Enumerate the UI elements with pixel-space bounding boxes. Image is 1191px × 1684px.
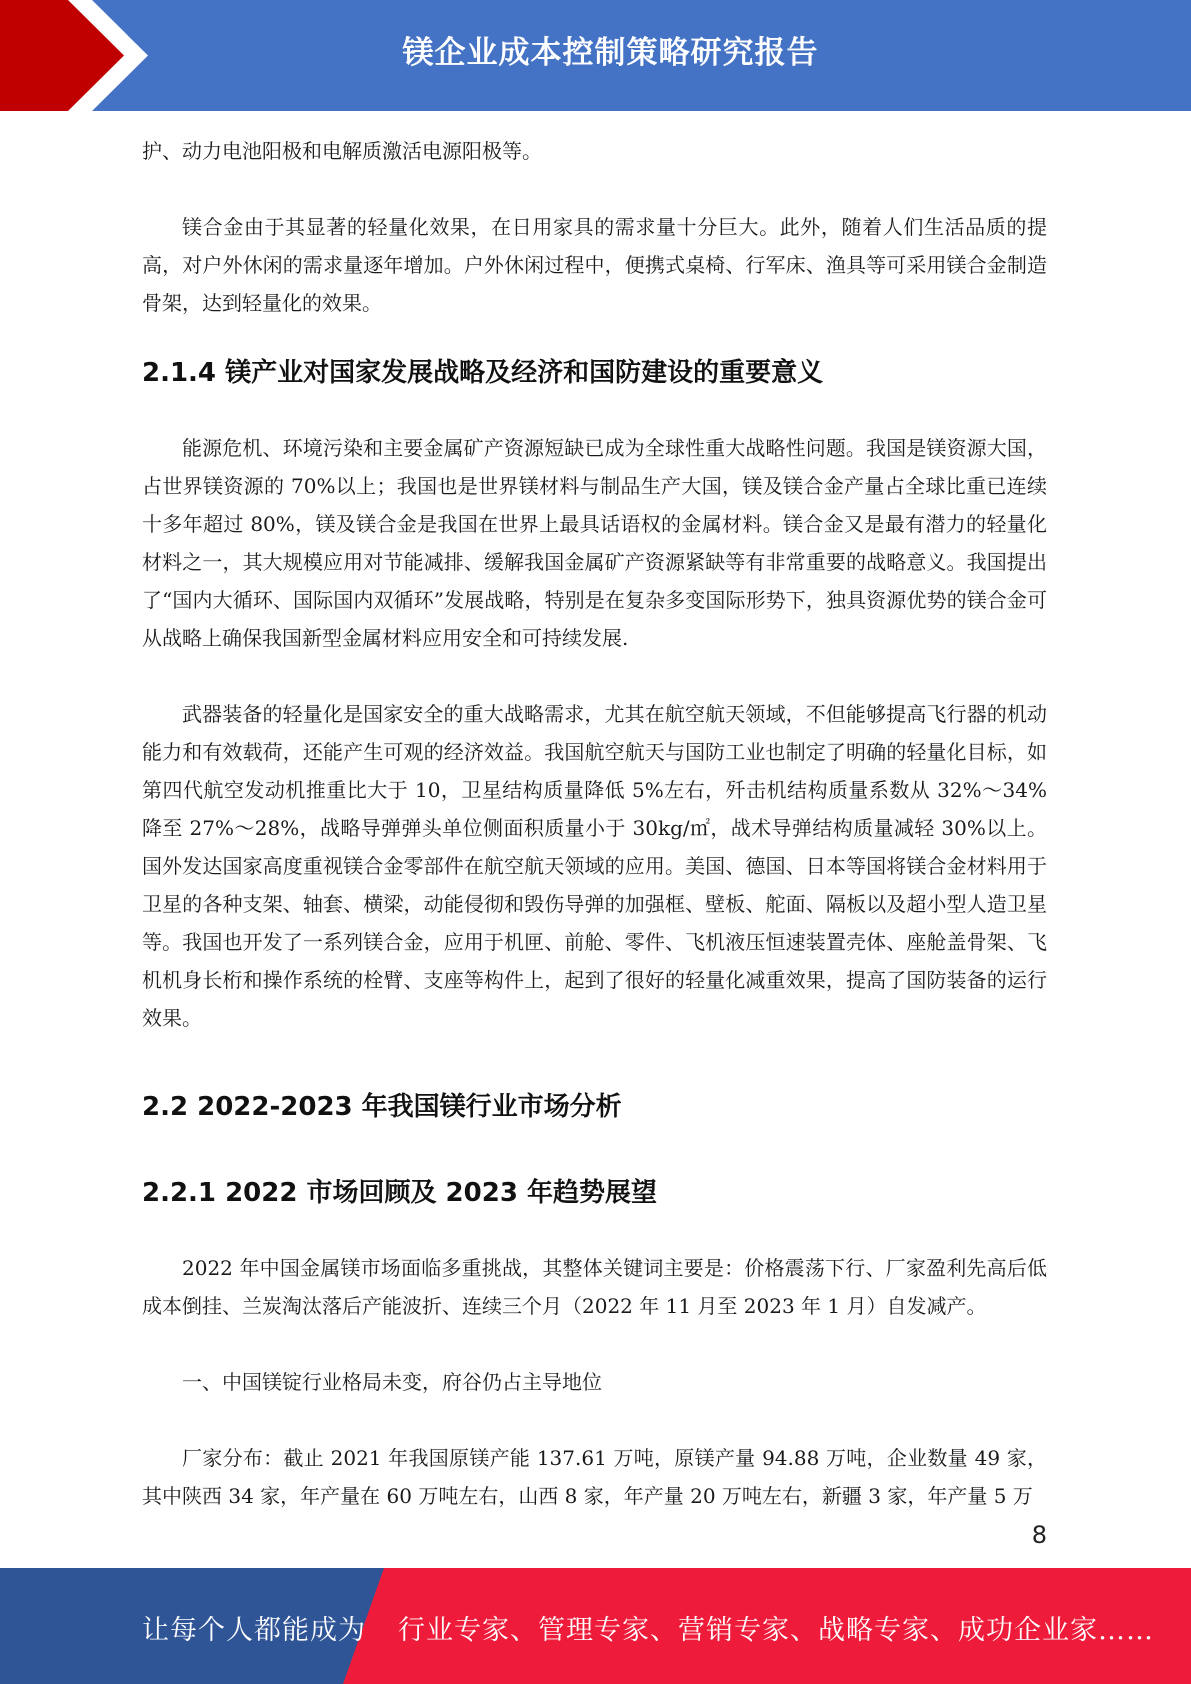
paragraph: 能源危机、环境污染和主要金属矿产资源短缺已成为全球性重大战略性问题。我国是镁资源大国，占世界镁资源的 70%以上；我国也是世界镁材料与制品生产大国，镁及镁合金产量占全球比重已连续十多年超过 80%，镁及镁合金是我国在世界上最具话语权的金属材料。镁合金又是最有潜力的轻量化材料之一，其大规模应用对节能减排、缓解我国金属矿产资源紧缺等有非常重要的战略意义。我国提出了“国内大循环、国际国内双循环”发展战略，特别是在复杂多变国际形势下，独具资源优势的镁合金可从战略上确保我国新型金属材料应用安全和可持续发展. — [142, 436, 1047, 650]
paragraph: 厂家分布：截止 2021 年我国原镁产能 137.61 万吨，原镁产量 94.88 万吨，企业数量 49 家，其中陕西 34 家，年产量在 60 万吨左右，山西 8 家，年产量 20 万吨左右，新疆 3 家，年产量 5 万 — [142, 1446, 1047, 1508]
footer-slogan-right: 行业专家、管理专家、营销专家、战略专家、成功企业家…… — [398, 1615, 1154, 1646]
section-heading: 2.1.4 镁产业对国家发展战略及经济和国防建设的重要意义 — [142, 358, 824, 388]
paragraph: 镁合金由于其显著的轻量化效果，在日用家具的需求量十分巨大。此外，随着人们生活品质的提高，对户外休闲的需求量逐年增加。户外休闲过程中，便携式桌椅、行军床、渔具等可采用镁合金制造骨架，达到轻量化的效果。 — [142, 215, 1047, 315]
section-heading: 2.2.1 2022 市场回顾及 2023 年趋势展望 — [142, 1178, 657, 1208]
paragraph: 2022 年中国金属镁市场面临多重挑战，其整体关键词主要是：价格震荡下行、厂家盈利先高后低成本倒挂、兰炭淘汰落后产能波折、连续三个月（2022 年 11 月至 2023 年 1 月）自发减产。 — [142, 1256, 1047, 1318]
section-heading: 2.2 2022-2023 年我国镁行业市场分析 — [142, 1092, 622, 1122]
footer-slogan-left: 让每个人都能成为 — [142, 1615, 366, 1646]
page-number: 8 — [1031, 1521, 1047, 1549]
page-header — [0, 0, 1191, 111]
paragraph: 武器装备的轻量化是国家安全的重大战略需求，尤其在航空航天领域，不但能够提高飞行器的机动能力和有效载荷，还能产生可观的经济效益。我国航空航天与国防工业也制定了明确的轻量化目标，如第四代航空发动机推重比大于 10，卫星结构质量降低 5%左右，歼击机结构质量系数从 32%～34% 降至 27%～28%，战略导弹弹头单位侧面积质量小于 30kg/㎡，战术导弹结构质量减轻 30%以上。国外发达国家高度重视镁合金零部件在航空航天领域的应用。美国、德国、日本等国将镁合金材料用于卫星的各种支架、轴套、横梁，动能侵彻和毁伤导弹的加强框、壁板、舵面、隔板以及超小型人造卫星等。我国也开发了一系列镁合金，应用于机匣、前舱、零件、飞机液压恒速装置壳体、座舱盖骨架、飞机机身长桁和操作系统的栓臂、支座等构件上，起到了很好的轻量化减重效果，提高了国防装备的运行效果。 — [142, 702, 1047, 1030]
paragraph: 一、中国镁锭行业格局未变，府谷仍占主导地位 — [182, 1370, 602, 1394]
report-title: 镁企业成本控制策略研究报告 — [402, 35, 819, 71]
document-body — [142, 132, 1047, 1515]
paragraph: 护、动力电池阳极和电解质激活电源阳极等。 — [142, 139, 542, 163]
page-footer — [0, 1568, 1191, 1684]
